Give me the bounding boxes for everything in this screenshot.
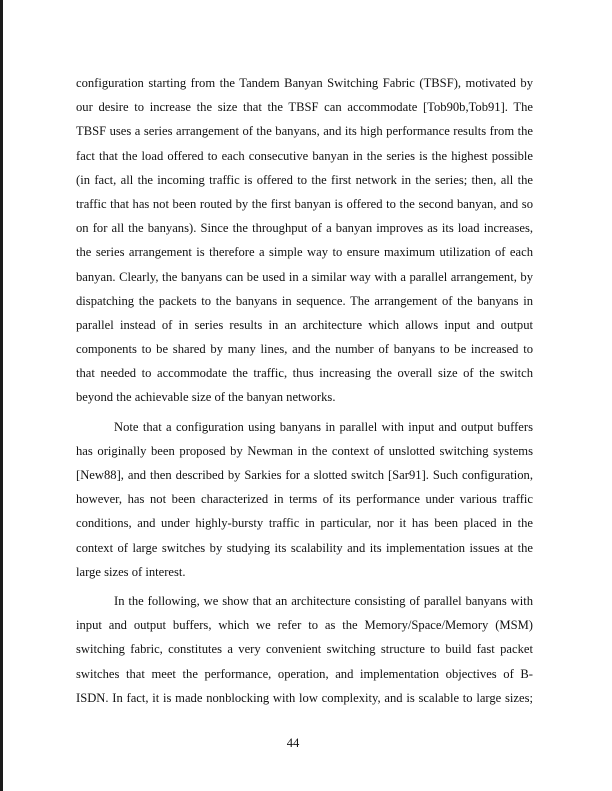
text-line: traffic that has not been routed by the first banyan is offered to the second banyan, and so (76, 196, 533, 211)
text-line: on for all the banyans). Since the throughput of a banyan improves as its load increases, (76, 221, 533, 236)
text-line: however, has not been characterized in terms of its performance under various traffic (76, 492, 533, 507)
text-line: has originally been proposed by Newman in the context of unslotted switching systems (76, 443, 533, 458)
text-line: conditions, and under highly-bursty traffic in particular, nor it has been placed in the (76, 516, 533, 531)
text-line: beyond the achievable size of the banyan networks. (76, 390, 336, 405)
paragraph (76, 415, 533, 584)
text-line: the series arrangement is therefore a simple way to ensure maximum utilization of each (76, 245, 533, 260)
text-line: context of large switches by studying its scalability and its implementation issues at the (76, 540, 533, 555)
page-number: 44 (286, 736, 300, 750)
text-line: TBSF uses a series arrangement of the banyans, and its high performance results from the (76, 124, 533, 139)
text-line: fact that the load offered to each consecutive banyan in the series is the highest possible (76, 148, 533, 163)
text-line: that needed to accommodate the traffic, thus increasing the overall size of the switch (76, 366, 533, 381)
text-line: switching fabric, constitutes a very convenient switching structure to build fast packet (76, 642, 533, 657)
text-line: parallel instead of in series results in an architecture which allows input and output (76, 317, 533, 332)
paragraph (76, 589, 533, 710)
document-body (76, 71, 533, 710)
text-line: dispatching the packets to the banyans in sequence. The arrangement of the banyans in (76, 293, 533, 308)
text-line: large sizes of interest. (76, 564, 186, 579)
scan-edge-border (0, 0, 3, 791)
text-line: (in fact, all the incoming traffic is offered to the first network in the series; then, all the (76, 172, 533, 187)
text-line: components to be shared by many lines, and the number of banyans to be increased to (76, 342, 533, 357)
text-line: our desire to increase the size that the TBSF can accommodate [Tob90b,Tob91]. The (76, 100, 533, 115)
text-line: configuration starting from the Tandem Banyan Switching Fabric (TBSF), motivated by (76, 76, 533, 90)
text-line: [New88], and then described by Sarkies for a slotted switch [Sar91]. Such configuration, (76, 468, 533, 482)
text-line: banyan. Clearly, the banyans can be used in a similar way with a parallel arrangement, by (76, 269, 533, 284)
paragraph (76, 71, 533, 410)
text-line: switches that meet the performance, operation, and implementation objectives of B- (76, 666, 533, 681)
text-line: ISDN. In fact, it is made nonblocking with low complexity, and is scalable to large sizes; (76, 690, 533, 705)
text-line: input and output buffers, which we refer to as the Memory/Space/Memory (MSM) (76, 618, 533, 633)
text-line: In the following, we show that an architecture consisting of parallel banyans with (114, 593, 533, 608)
text-line: Note that a configuration using banyans in parallel with input and output buffers (114, 419, 533, 434)
